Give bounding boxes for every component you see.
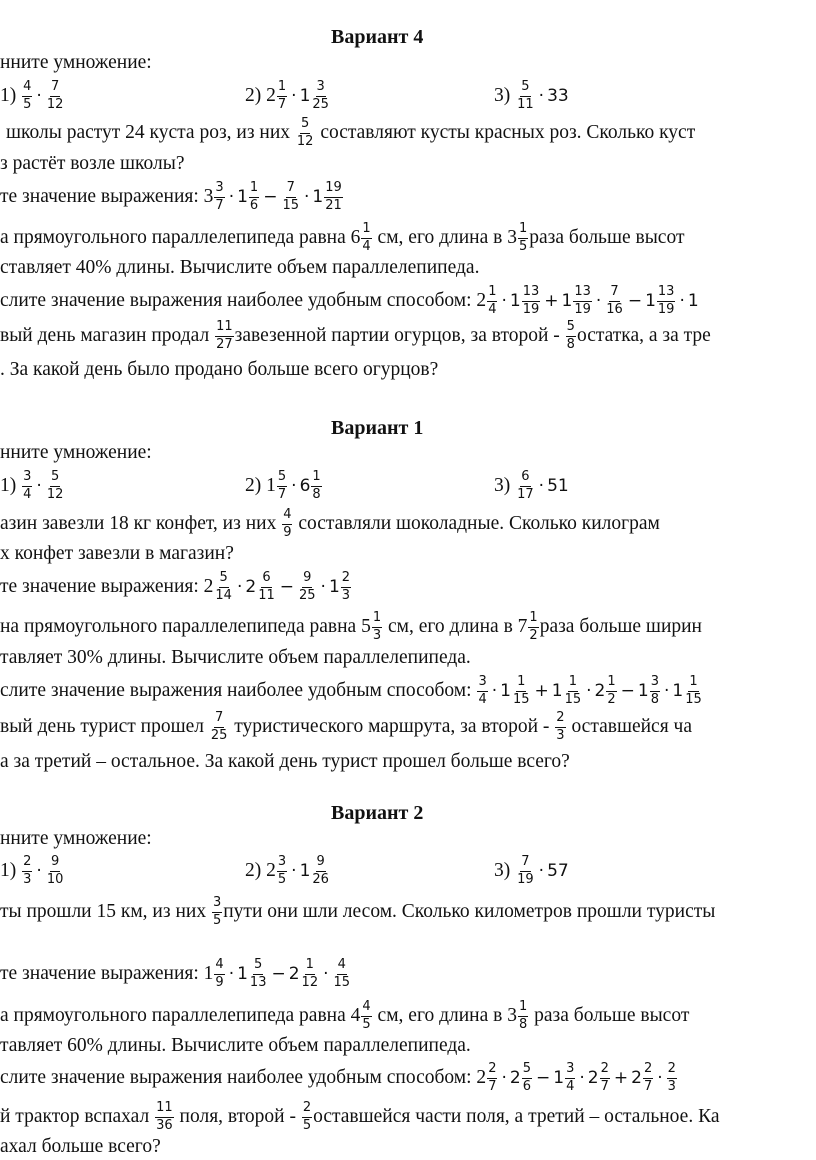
v2-task1-item1: 1) $\frac{2}{3}$ · $\frac{9}{10}$ xyxy=(0,854,64,887)
v1-task2-line1: азин завезли 18 кг конфет, из них $\frac{4}{9}$ составляли шоколадные. Сколько килограм xyxy=(0,507,660,540)
v2-task1-item3: 3) $\frac{7}{19}$ · 57 xyxy=(494,854,569,887)
v2-task2-line1: ты прошли 15 км, из них $\frac{3}{5}$ пути они шли лесом. Сколько километров прошли туристы xyxy=(0,895,716,928)
v4-task6-line1: вый день магазин продал $\frac{11}{27}$ завезенной партии огурцов, за второй - $\frac{5}{8}$ остатка, а за тре xyxy=(0,319,711,352)
v1-task2-line2: х конфет завезли в магазин? xyxy=(0,543,234,564)
v1-task1-item1: 1) $\frac{3}{4}$ · $\frac{5}{12}$ xyxy=(0,469,64,502)
v2-task6-line1: й трактор вспахал $\frac{11}{36}$ поля, второй - $\frac{2}{5}$ оставшейся части поля, а третий – остальное. Ка xyxy=(0,1100,720,1133)
v4-task3: те значение выражения: 3 $\frac{3}{7}$ · 1 $\frac{1}{6}$ − $\frac{7}{15}$ · 1 $\frac{19}{21}$ xyxy=(0,180,342,213)
variant-2-title: Вариант 2 xyxy=(331,802,424,824)
v1-task1-item2: 2) 1 $\frac{5}{7}$ · 6 $\frac{1}{8}$ xyxy=(245,469,321,502)
v1-task4-line2: тавляет 30% длины. Вычислите объем параллелепипеда. xyxy=(0,647,471,668)
variant-1-title: Вариант 1 xyxy=(331,417,424,439)
variant-4-title: Вариант 4 xyxy=(331,26,424,48)
v2-task1-item2: 2) 2 $\frac{3}{5}$ · 1 $\frac{9}{26}$ xyxy=(245,854,329,887)
v4-task1-item3: 3) $\frac{5}{11}$ · 33 xyxy=(494,79,569,112)
v1-task1-text: нните умножение: xyxy=(0,442,152,463)
v4-task5: слите значение выражения наиболее удобным способом: 2 $\frac{1}{4}$ · 1 $\frac{13}{19}$ + 1 $\frac{13}{19}$ · $\frac{7}{16}$ − 1 $\frac{13}{19}$ · 1 xyxy=(0,284,699,317)
v2-task6-line2: ахал больше всего? xyxy=(0,1136,161,1157)
v4-task1-item1: 1) $\frac{4}{5}$ · $\frac{7}{12}$ xyxy=(0,79,64,112)
v2-task4-line1: а прямоугольного параллелепипеда равна 4 $\frac{4}{5}$ см, его длина в 3 $\frac{1}{8}$ раза больше высот xyxy=(0,999,690,1032)
v2-task1-text: нните умножение: xyxy=(0,828,152,849)
v2-task5: слите значение выражения наиболее удобным способом: 2 $\frac{2}{7}$ · 2 $\frac{5}{6}$ − 1 $\frac{3}{4}$ · 2 $\frac{2}{7}$ + 2 $\frac{2}{7}$ · $\frac{2}{3}$ xyxy=(0,1061,676,1094)
v1-task4-line1: на прямоугольного параллелепипеда равна 5 $\frac{1}{3}$ см, его длина в 7 $\frac{1}{2}$ раза больше ширин xyxy=(0,610,702,643)
v1-task3: те значение выражения: 2 $\frac{5}{14}$ · 2 $\frac{6}{11}$ − $\frac{9}{25}$ · 1 $\frac{2}{3}$ xyxy=(0,570,351,603)
v4-task4-line1: а прямоугольного параллелепипеда равна 6 $\frac{1}{4}$ см, его длина в 3 $\frac{1}{5}$ раза больше высот xyxy=(0,221,685,254)
v1-task6-line2: а за третий – остальное. За какой день турист прошел больше всего? xyxy=(0,751,570,772)
v4-task2-line2: з растёт возле школы? xyxy=(0,153,185,174)
v4-task1-item2: 2) 2 $\frac{1}{7}$ · 1 $\frac{3}{25}$ xyxy=(245,79,329,112)
v4-task6-line2: . За какой день было продано больше всего огурцов? xyxy=(0,359,439,380)
v1-task5: слите значение выражения наиболее удобным способом: $\frac{3}{4}$ · 1 $\frac{1}{15}$ + 1 $\frac{1}{15}$ · 2 $\frac{1}{2}$ − 1 $\frac{3}{8}$ · 1 $\frac{1}{15}$ xyxy=(0,674,702,707)
v4-task1-text: нните умножение: xyxy=(0,52,152,73)
v4-task2-line1: школы растут 24 куста роз, из них $\frac{5}{12}$ составляют кусты красных роз. Сколько куст xyxy=(6,116,696,149)
v2-task3: те значение выражения: 1 $\frac{4}{9}$ · 1 $\frac{5}{13}$ − 2 $\frac{1}{12}$ · $\frac{4}{15}$ xyxy=(0,957,351,990)
v1-task1-item3: 3) $\frac{6}{17}$ · 51 xyxy=(494,469,569,502)
v2-task4-line2: тавляет 60% длины. Вычислите объем параллелепипеда. xyxy=(0,1035,471,1056)
v1-task6-line1: вый день турист прошел $\frac{7}{25}$ туристического маршрута, за второй - $\frac{2}{3}$ оставшейся ча xyxy=(0,710,693,743)
v4-task4-line2: ставляет 40% длины. Вычислите объем параллелепипеда. xyxy=(0,257,480,278)
